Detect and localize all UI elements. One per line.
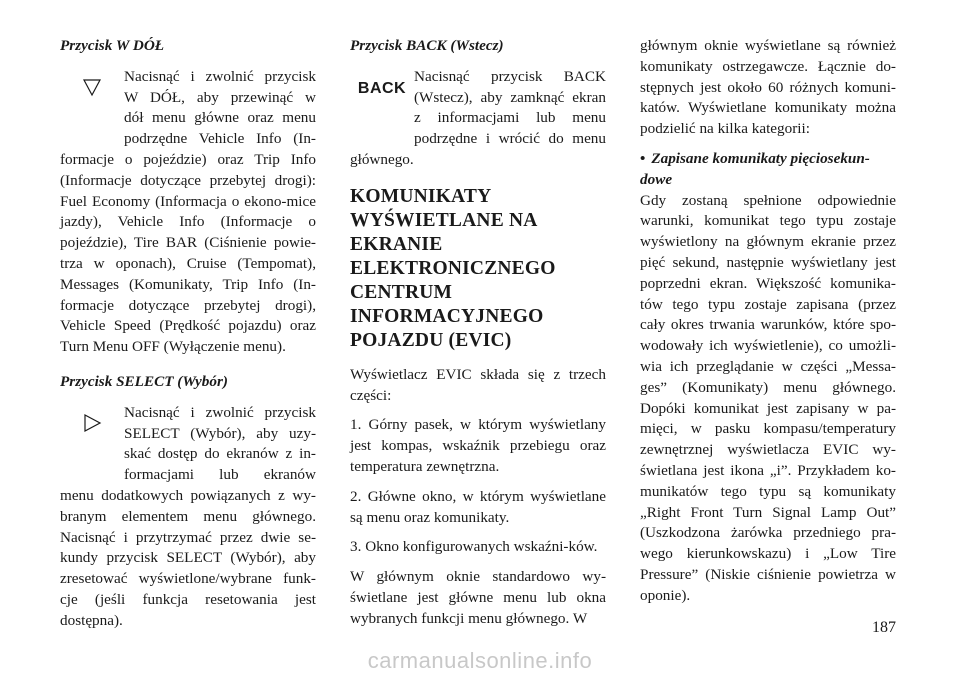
- paragraph: Wyświetlacz EVIC składa się z trzech części:: [350, 365, 606, 404]
- bullet-text: Zapisane komunikaty pięciosekun-: [651, 149, 870, 167]
- numbered-item: 3. Okno konfigurowanych wskaźni-ków.: [350, 538, 598, 556]
- middle-column: [350, 36, 606, 639]
- down-text-line: dół menu główne oraz menu: [124, 109, 316, 127]
- back-button-block: [350, 67, 606, 150]
- triangle-right-icon: [82, 413, 102, 433]
- numbered-item: 2. Główne okno, w którym wyświetlane są menu oraz komunikaty.: [350, 487, 606, 526]
- back-text-line: podrzędne i wrócić do menu: [414, 130, 606, 148]
- back-text-line: Nacisnąć przycisk BACK: [414, 67, 606, 85]
- triangle-down-icon: [82, 77, 102, 97]
- section-heading: KOMUNIKATY WYŚWIETLANE NA EKRANIE ELEKTRONICZNEGO CENTRUM INFORMACYJNEGO POJAZDU (EVIC): [350, 185, 556, 351]
- down-button-block: [60, 67, 316, 150]
- back-text-line: z informacjami lub menu: [414, 109, 606, 127]
- back-button-heading: Przycisk BACK (Wstecz): [350, 37, 504, 54]
- paragraph: W głównym oknie standardowo wy-świetlane jest główne menu lub okna wybranych funkcji menu głównego. W: [350, 568, 606, 627]
- select-button-heading: Przycisk SELECT (Wybór): [60, 372, 228, 390]
- select-text-line: formacjami lub ekranów: [124, 466, 316, 484]
- bullet-text: dowe: [640, 170, 673, 188]
- watermark: carmanualsonline.info: [367, 648, 593, 673]
- paragraph: głównym oknie wyświetlane są również komunikaty ostrzegawcze. Łącznie do-stępnych jest około 60 różnych komuni-katów. Wyświetlane komunikaty można podzielić na kilka kategorii:: [640, 37, 896, 138]
- paragraph: Gdy zostaną spełnione odpowiednie warunki, komunikat tego typu zostaje wyświetlony na głównym ekranie przez pięć sekund, następnie wyświetlany jest poprzedni ekran. Większość komunika-tów tego typu zostaje zapisana (przez cały okres trwania warunków, które spo-wodowały ich wyświetlenie), co umożli-wia ich przeglądanie w części „Messa-ges” (Komunikaty) menu głównego. Dopóki komunikat jest zapisany w pa-mięci, w pasku kompasu/temperatury zewnętrznej wyświetlacza EVIC wy-świetlana jest ikona „i”. Przykładem ko-munikatów tego typu są komunikaty „Right Front Turn Signal Lamp Out” (Uszkodzona żarówka przedniego pra-wego kierunkowskazu) i „Low Tire Pressure” (Niskie ciśnienie powietrza w oponie).: [640, 191, 896, 604]
- down-button-description: formacje o pojeździe) oraz Trip Info (Informacje dotyczące przebytej drogi): Fuel Economy (Informacja o ekono-mice jazdy), Vehicle Info (Informacje o pojeździe), Tire BAR (Ciśnienie powie-trza w oponach), Cruise (Tempomat), Messages (Komunikaty, Trip Info (In-formacje dotyczące przebytej drogi), Vehicle Speed (Prędkość pojazdu) oraz Turn Menu OFF (Wyłączenie menu).: [60, 150, 316, 356]
- page-number: 187: [872, 619, 896, 636]
- numbered-item: 1. Górny pasek, w którym wyświetlany jest kompas, wskaźnik przebiegu oraz temperatura zewnętrzna.: [350, 416, 606, 475]
- back-icon: BACK: [357, 79, 407, 97]
- bullet-heading: [640, 149, 896, 191]
- left-column: [60, 36, 316, 641]
- select-text-line: skać dostęp do ekranów z in-: [124, 445, 316, 463]
- select-text-line: Nacisnąć i zwolnić przycisk: [124, 403, 316, 421]
- down-text-line: podrzędne Vehicle Info (In-: [124, 130, 316, 148]
- select-button-block: [60, 403, 316, 486]
- right-column: [640, 36, 896, 616]
- down-text-line: Nacisnąć i zwolnić przycisk: [124, 67, 316, 85]
- bullet-icon: •: [640, 149, 646, 167]
- select-text-line: SELECT (Wybór), aby uzy-: [124, 424, 316, 442]
- back-text-line: (Wstecz), aby zamknąć ekran: [414, 88, 606, 106]
- down-text-line: W DÓŁ, aby przewinąć w: [124, 88, 316, 106]
- select-button-description: menu dodatkowych powiązanych z wy-branym elementem menu głównego. Nacisnąć i przytrzymać przez dwie se-kundy przycisk SELECT (Wybór), aby zresetować wyświetlone/wybrane funk-cje (jeśli funkcja resetowania jest dostępna).: [60, 486, 316, 629]
- down-button-heading: Przycisk W DÓŁ: [60, 37, 165, 54]
- back-button-description: głównego.: [350, 150, 414, 168]
